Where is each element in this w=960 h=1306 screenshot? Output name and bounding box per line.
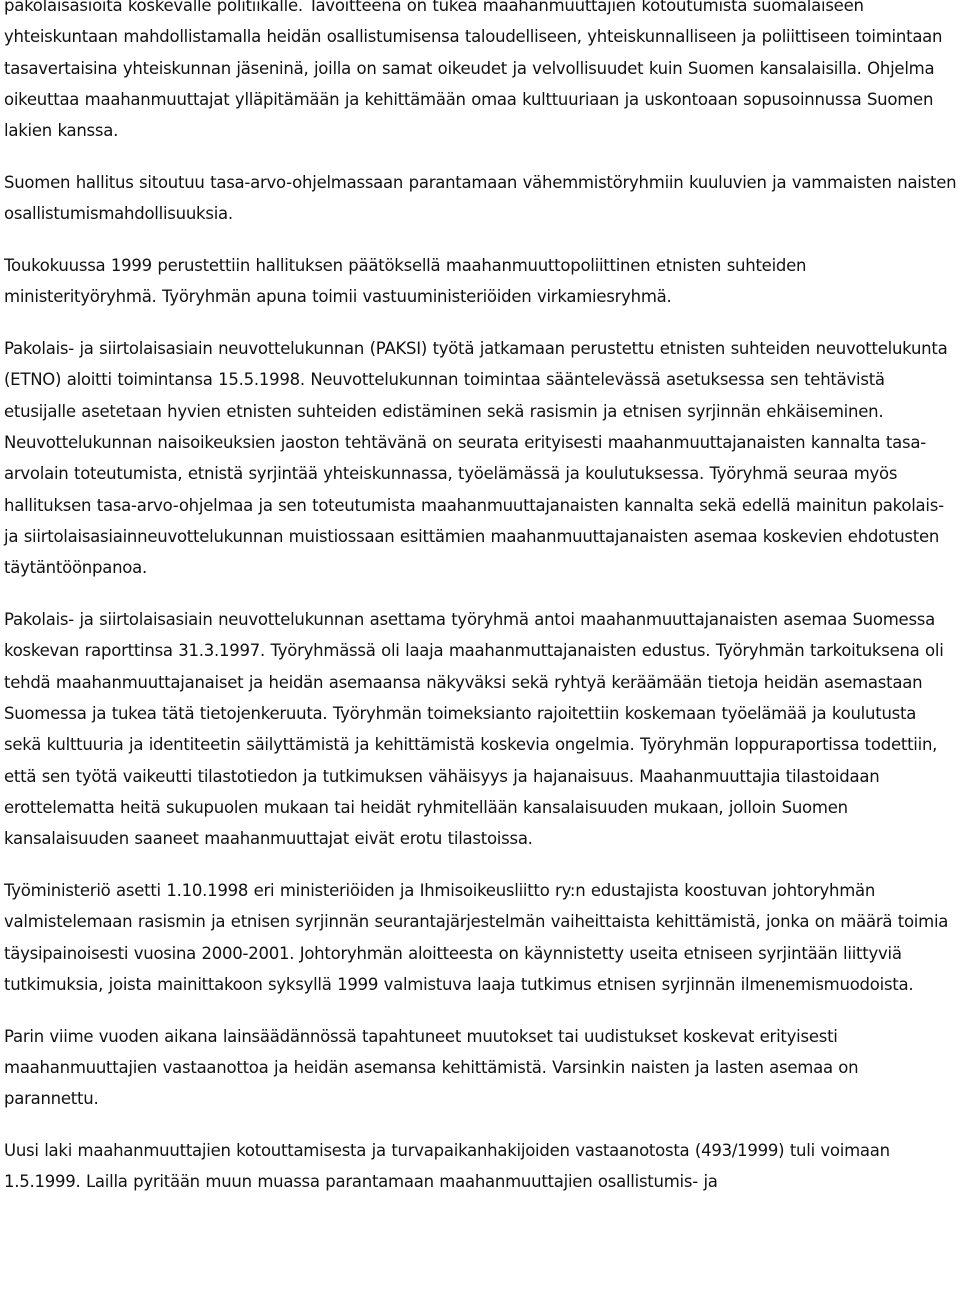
paragraph-equality-program: Suomen hallitus sitoutuu tasa-arvo-ohjelmassaan parantamaan vähemmistöryhmiin kuuluvien ja vammaisten naisten osallistumismahdollisuuksia. [4, 172, 957, 224]
paragraph-etno-council: Pakolais- ja siirtolaisasiain neuvottelukunnan (PAKSI) työtä jatkamaan perustettu etnisten suhteiden neuvottelukunta (ETNO) aloitti toimintansa 15.5.1998. Neuvottelukunnan toimintaa sääntelevässä asetuksessa sen tehtävistä etusijalle asetetaan hyvien etnisten suhteiden edistäminen sekä rasismin ja etnisen syrjinnän ehkäiseminen. Neuvottelukunnan naisoikeuksien jaoston tehtävänä on seurata erityisesti maahanmuuttajanaisten kannalta tasa-arvolain toteutumista, etnistä syrjintää yhteiskunnassa, työelämässä ja koulutuksessa. Työryhmä seuraa myös hallituksen tasa-arvo-ohjelmaa ja sen toteutumista maahanmuuttajanaisten kannalta sekä edellä mainitun pakolais- ja siirtolaisasiainneuvottelukunnan muistiossaan esittämien maahanmuuttajanaisten asemaa koskevien ehdotusten täytäntöönpanoa. [4, 339, 948, 578]
paragraph-immigration-policy: pakolaisasioita koskevalle politiikalle. Tavoitteena on tukea maahanmuuttajien kotoutumista suomalaiseen yhteiskuntaan mahdollistamalla heidän osallistumisensa taloudelliseen, yhteiskunnalliseen ja poliittiseen toimintaan tasavertaisina yhteiskunnan jäseninä, joilla on samat oikeudet ja velvollisuudet kuin Suomen kansalaisilla. Ohjelma oikeuttaa maahanmuuttajat ylläpitämään ja kehittämään omaa kulttuuriaan ja uskontoaan sopusoinnussa Suomen lakien kanssa. [4, 0, 943, 141]
paragraph-ministerial-group: Toukokuussa 1999 perustettiin hallituksen päätöksellä maahanmuuttopoliittinen etnisten suhteiden ministerityöryhmä. Työryhmän apuna toimii vastuuministeriöiden virkamiesryhmä. [4, 256, 807, 307]
paragraph-monitoring-system: Työministeriö asetti 1.10.1998 eri ministeriöiden ja Ihmisoikeusliitto ry:n edustajista koostuvan johtoryhmän valmistelemaan rasismin ja etnisen syrjinnän seurantajärjestelmän vaiheittaista kehittämistä, jonka on määrä toimia täysipainoisesti vuosina 2000-2001. Johtoryhmän aloitteesta on käynnistetty useita etniseen syrjintään liittyviä tutkimuksia, joista mainittakoon syksyllä 1999 valmistuva laaja tutkimus etnisen syrjinnän ilmenemismuodoista. [4, 880, 949, 994]
paragraph-integration-act: Uusi laki maahanmuuttajien kotouttamisesta ja turvapaikanhakijoiden vastaanotosta (493/1999) tuli voimaan 1.5.1999. Lailla pyritään muun muassa parantamaan maahanmuuttajien osallistumis- ja [4, 1141, 890, 1192]
paragraph-legislation-changes: Parin viime vuoden aikana lainsäädännössä tapahtuneet muutokset tai uudistukset koskevat erityisesti maahanmuuttajien vastaanottoa ja heidän asemansa kehittämistä. Varsinkin naisten ja lasten asemaa on parannettu. [4, 1026, 859, 1109]
document-page [4, 0, 958, 1218]
paragraph-working-group-report: Pakolais- ja siirtolaisasiain neuvottelukunnan asettama työryhmä antoi maahanmuuttajanaisten asemaa Suomessa koskevan raporttinsa 31.3.1997. Työryhmässä oli laaja maahanmuttajanaisten edustus. Työryhmän tarkoituksena oli tehdä maahanmuuttajanaiset ja heidän asemaansa näkyväksi sekä ryhtyä keräämään tietoja heidän asemastaan Suomessa ja tukea tätä tietojenkeruuta. Työryhmän toimeksianto rajoitettiin koskemaan työelämää ja koulutusta sekä kulttuuria ja identiteetin säilyttämistä ja kehittämistä koskevia ongelmia. Työryhmän loppuraportissa todettiin, että sen työtä vaikeutti tilastotiedon ja tutkimuksen vähäisyys ja hajanaisuus. Maahanmuuttajia tilastoidaan erottelematta heitä sukupuolen mukaan tai heidät ryhmitellään kansalaisuuden mukaan, jolloin Suomen kansalaisuuden saaneet maahanmuuttajat eivät erotu tilastoissa. [4, 610, 944, 849]
